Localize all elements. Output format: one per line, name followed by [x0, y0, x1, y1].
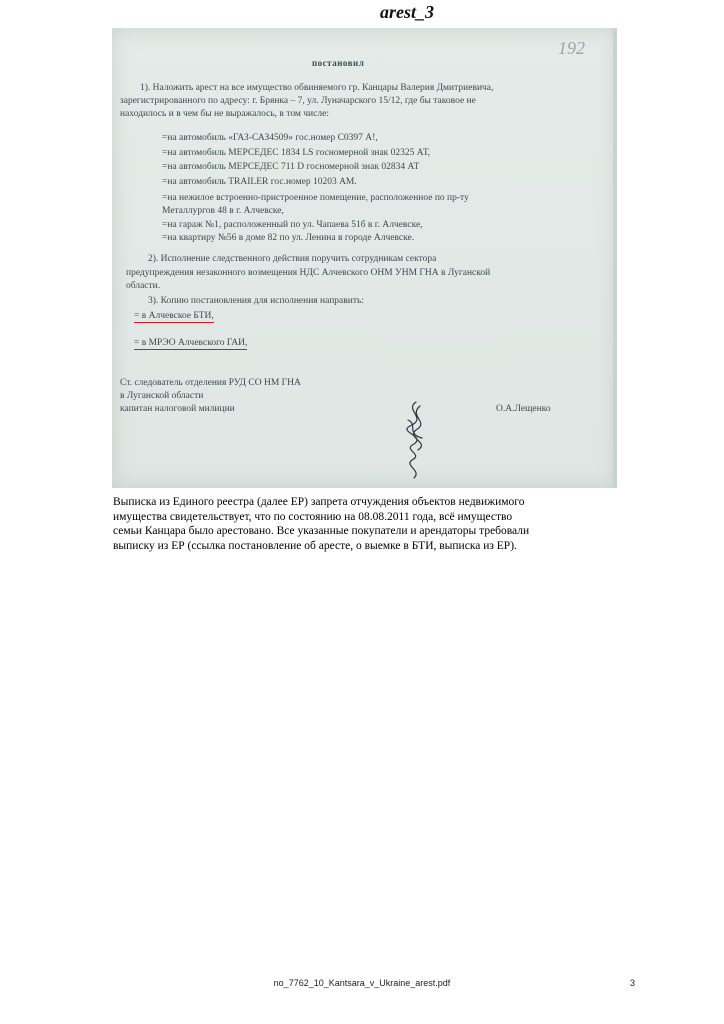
- list-item: =на гараж №1, расположенный по ул. Чапаева 51б в г. Алчевске,: [162, 220, 423, 230]
- caption-paragraph: [113, 495, 619, 553]
- caption-line: Выписка из Единого реестра (далее ЕР) запрета отчуждения объектов недвижимого: [113, 496, 525, 508]
- p1-line: зарегистрированного по адресу: г. Брянка – 7, ул. Луначарского 15/12, где бы таковое не: [120, 96, 476, 106]
- list-item: =на автомобиль «ГАЗ-САЗ4509» гос.номер С0397 А!,: [162, 133, 378, 143]
- p2-line: 2). Исполнение следственного действия поручить сотрудникам сектора: [148, 254, 437, 264]
- p1-line: находилось и в чем бы не выражалось, в том числе:: [120, 109, 329, 119]
- caption-line: имущества свидетельствует, что по состоянию на 08.08.2011 года, всё имущество: [113, 510, 513, 523]
- list-item: =на автомобиль МЕРСЕДЕС 1834 LS госномерной знак 02325 АТ,: [162, 148, 431, 158]
- p3-line: 3). Копию постановления для исполнения направить:: [148, 296, 364, 306]
- list-item: Металлургов 48 в г. Алчевске,: [162, 206, 284, 216]
- destination-bti: = в Алчевское БТИ,: [134, 311, 214, 321]
- caption-line: выписку из ЕР (ссылка постановление об аресте, о выемке в БТИ, выписка из ЕР).: [113, 539, 517, 552]
- p1-line: 1). Наложить арест на все имущество обвиняемого гр. Канцары Валерия Дмитриевича,: [140, 83, 494, 93]
- destination-gai: = в МРЭО Алчевского ГАИ,: [134, 338, 248, 348]
- signer-line: в Луганской области: [120, 391, 204, 401]
- signer-line: капитан налоговой милиции: [120, 404, 235, 414]
- footer-page-number: 3: [630, 978, 636, 988]
- p2-line: области.: [126, 281, 161, 291]
- document-heading: постановил: [312, 58, 365, 68]
- caption-line: семьи Канцара было арестовано. Все указанные покупатели и арендаторы требовали: [113, 525, 530, 538]
- footer-filename: no_7762_10_Kantsara_v_Ukraine_arest.pdf: [273, 978, 451, 988]
- list-item: =на нежилое встроенно-пристроенное помещение, расположенное по пр-ту: [162, 193, 469, 203]
- list-item: =на автомобиль МЕРСЕДЕС 711 D госномерной знак 02834 АТ: [162, 162, 420, 172]
- signer-name: О.А.Лещенко: [496, 404, 551, 414]
- signature-scribble: [396, 400, 436, 480]
- signer-line: Ст. следователь отделения РУД СО НМ ГНА: [120, 378, 301, 388]
- handwritten-page-number: 192: [558, 38, 585, 58]
- page-title: arest_3: [380, 2, 434, 22]
- p2-line: предупреждения незаконного возмещения НДС Алчевского ОНМ УНМ ГНА в Луганской: [126, 268, 491, 278]
- scanned-document: [112, 28, 617, 488]
- list-item: =на квартиру №56 в доме 82 по ул. Ленина в городе Алчевске.: [162, 233, 415, 243]
- list-item: =на автомобиль TRAILER гос.номер 10203 АМ.: [162, 177, 357, 187]
- scan-edge: [613, 28, 617, 488]
